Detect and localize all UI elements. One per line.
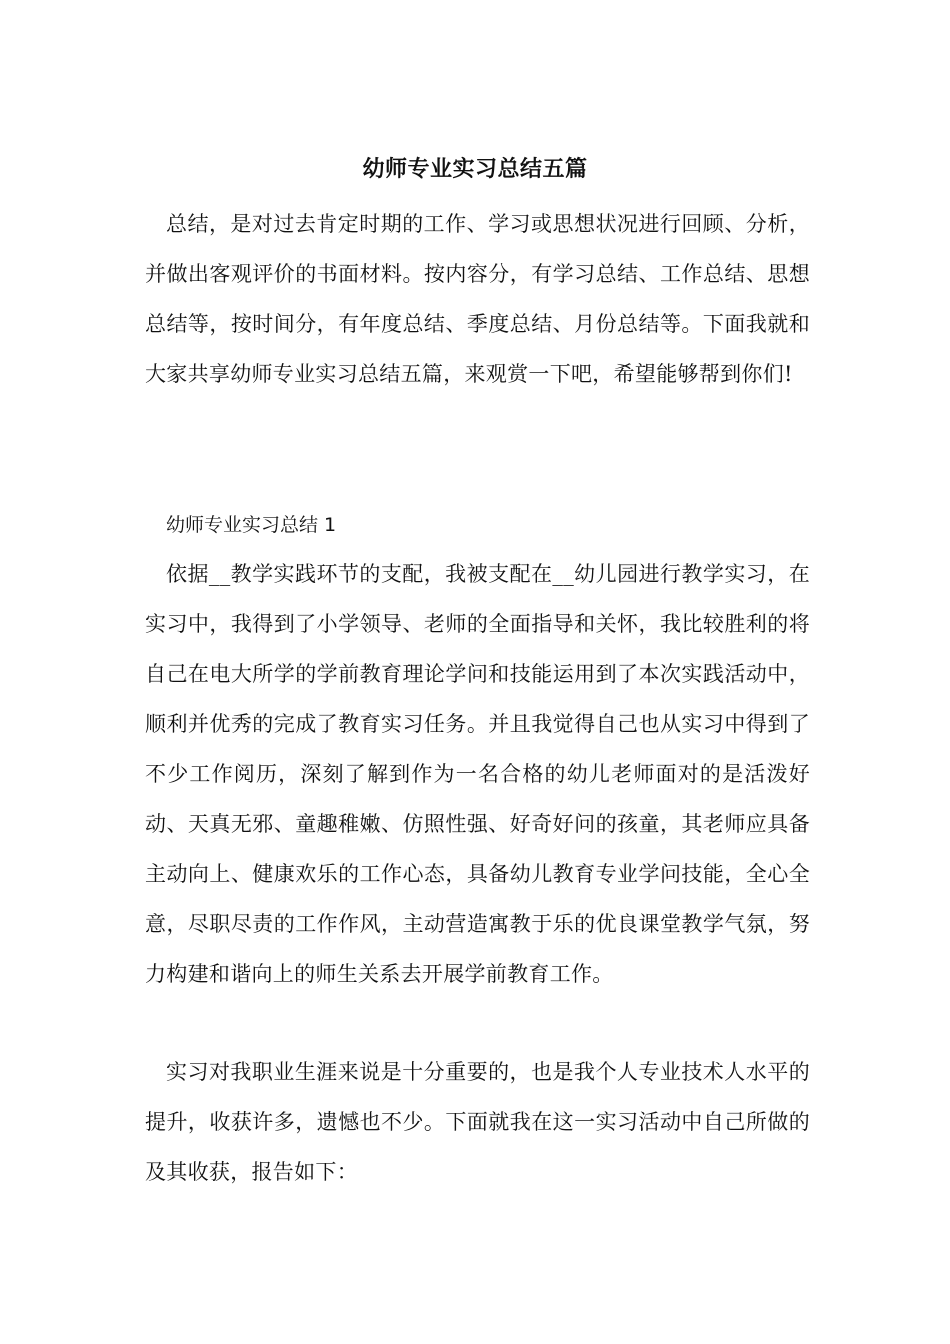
body-paragraph-2: 实习对我职业生涯来说是十分重要的，也是我个人专业技术人水平的提升，收获许多，遗憾也不少。下面就我在这一实习活动中自己所做的及其收获，报告如下： [145, 1060, 810, 1184]
document-title: 幼师专业实习总结五篇 [362, 157, 588, 182]
body-paragraph-1: 依据__教学实践环节的支配，我被支配在__幼儿园进行教学实习，在实习中，我得到了小学领导、老师的全面指导和关怀，我比较胜利的将自己在电大所学的学前教育理论学问和技能运用到了本次实践活动中，顺利并优秀的完成了教育实习任务。并且我觉得自己也从实习中得到了不少工作阅历，深刻了解到作为一名合格的幼儿老师面对的是活泼好动、天真无邪、童趣稚嫩、仿照性强、好奇好问的孩童，其老师应具备主动向上、健康欢乐的工作心态，具备幼儿教育专业学问技能，全心全意，尽职尽责的工作作风，主动营造寓教于乐的优良课堂教学气氛，努力构建和谐向上的师生关系去开展学前教育工作。 [145, 562, 810, 986]
intro-paragraph: 总结，是对过去肯定时期的工作、学习或思想状况进行回顾、分析，并做出客观评价的书面材料。按内容分，有学习总结、工作总结、思想总结等，按时间分，有年度总结、季度总结、月份总结等。下面我就和大家共享幼师专业实习总结五篇，来观赏一下吧，希望能够帮到你们! [145, 212, 810, 386]
section-heading: 幼师专业实习总结 1 [166, 514, 337, 536]
